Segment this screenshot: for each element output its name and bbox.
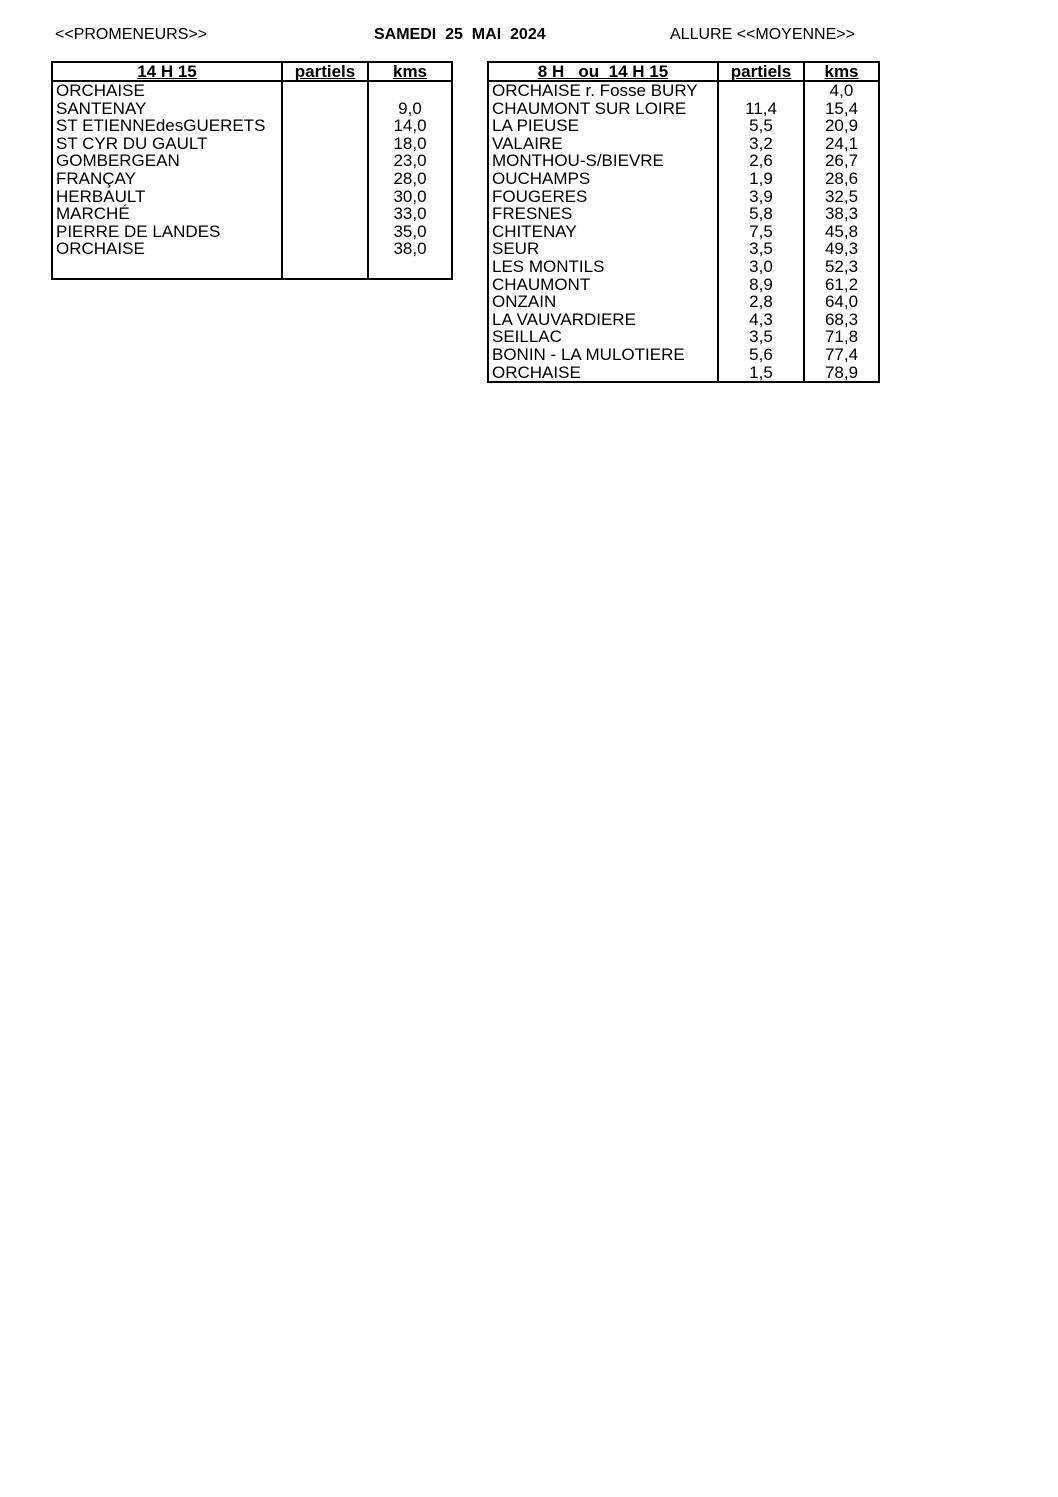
partial-cell — [282, 100, 368, 118]
partial-cell: 3,2 — [718, 135, 804, 153]
table-row — [488, 364, 879, 383]
pace-label: ALLURE <<MOYENNE>> — [670, 26, 855, 43]
place-cell: FOUGERES — [488, 188, 718, 206]
partial-cell — [282, 152, 368, 170]
kms-cell: 4,0 — [804, 81, 879, 100]
kms-cell: 52,3 — [804, 258, 879, 276]
place-cell: PIERRE DE LANDES — [52, 223, 282, 241]
kms-cell: 28,6 — [804, 170, 879, 188]
empty-cell — [52, 258, 282, 279]
place-cell: LES MONTILS — [488, 258, 718, 276]
table-row — [52, 240, 452, 258]
partial-cell — [282, 188, 368, 206]
table-row — [52, 205, 452, 223]
table-row — [488, 240, 879, 258]
table-row — [52, 100, 452, 118]
table-spacer-row — [52, 258, 452, 279]
table-row — [488, 223, 879, 241]
place-cell: GOMBERGEAN — [52, 152, 282, 170]
kms-cell — [368, 81, 452, 100]
place-cell: ONZAIN — [488, 293, 718, 311]
table-row — [488, 276, 879, 294]
kms-cell: 71,8 — [804, 328, 879, 346]
partial-cell — [282, 240, 368, 258]
partial-cell: 4,3 — [718, 311, 804, 329]
partial-cell — [718, 81, 804, 100]
table-row — [488, 328, 879, 346]
partial-cell — [282, 223, 368, 241]
kms-header: kms — [368, 62, 452, 81]
kms-cell: 78,9 — [804, 364, 879, 383]
partial-cell: 3,5 — [718, 240, 804, 258]
partial-cell: 2,6 — [718, 152, 804, 170]
place-cell: BONIN - LA MULOTIERE — [488, 346, 718, 364]
kms-cell: 26,7 — [804, 152, 879, 170]
partial-cell — [282, 205, 368, 223]
place-cell: FRANÇAY — [52, 170, 282, 188]
partial-cell: 3,5 — [718, 328, 804, 346]
table-row — [488, 152, 879, 170]
table-row — [52, 117, 452, 135]
place-cell: FRESNES — [488, 205, 718, 223]
partial-cell: 5,5 — [718, 117, 804, 135]
partial-cell: 1,9 — [718, 170, 804, 188]
partial-cell: 7,5 — [718, 223, 804, 241]
partial-cell: 11,4 — [718, 100, 804, 118]
kms-cell: 49,3 — [804, 240, 879, 258]
table-header-row — [488, 62, 879, 81]
table-row — [52, 223, 452, 241]
place-cell: HERBAULT — [52, 188, 282, 206]
table-row — [52, 170, 452, 188]
kms-cell: 20,9 — [804, 117, 879, 135]
table-row — [488, 81, 879, 100]
kms-cell: 24,1 — [804, 135, 879, 153]
kms-cell: 35,0 — [368, 223, 452, 241]
kms-cell: 28,0 — [368, 170, 452, 188]
kms-cell: 38,3 — [804, 205, 879, 223]
place-cell: SEILLAC — [488, 328, 718, 346]
table-row — [488, 100, 879, 118]
table-row — [488, 293, 879, 311]
start-time-header: 14 H 15 — [52, 62, 282, 81]
place-cell: ORCHAISE r. Fosse BURY — [488, 81, 718, 100]
place-cell: CHAUMONT SUR LOIRE — [488, 100, 718, 118]
place-cell: LA PIEUSE — [488, 117, 718, 135]
kms-cell: 64,0 — [804, 293, 879, 311]
table-row — [52, 81, 452, 100]
partial-cell: 5,8 — [718, 205, 804, 223]
kms-header: kms — [804, 62, 879, 81]
kms-cell: 38,0 — [368, 240, 452, 258]
empty-cell — [368, 258, 452, 279]
partial-header: partiels — [282, 62, 368, 81]
table-row — [488, 188, 879, 206]
table-header-row — [52, 62, 452, 81]
partial-cell — [282, 135, 368, 153]
kms-cell: 9,0 — [368, 100, 452, 118]
place-cell: ORCHAISE — [488, 364, 718, 383]
place-cell: CHAUMONT — [488, 276, 718, 294]
start-time-header: 8 H ou 14 H 15 — [488, 62, 718, 81]
partial-cell: 8,9 — [718, 276, 804, 294]
partial-cell: 3,0 — [718, 258, 804, 276]
kms-cell: 32,5 — [804, 188, 879, 206]
place-cell: SEUR — [488, 240, 718, 258]
kms-cell: 15,4 — [804, 100, 879, 118]
partial-cell: 1,5 — [718, 364, 804, 383]
table-row — [488, 258, 879, 276]
place-cell: ST ETIENNEdesGUERETS — [52, 117, 282, 135]
place-cell: CHITENAY — [488, 223, 718, 241]
kms-cell: 23,0 — [368, 152, 452, 170]
place-cell: VALAIRE — [488, 135, 718, 153]
partial-cell — [282, 170, 368, 188]
kms-cell: 18,0 — [368, 135, 452, 153]
kms-cell: 61,2 — [804, 276, 879, 294]
table-row — [488, 135, 879, 153]
empty-cell — [282, 258, 368, 279]
place-cell: OUCHAMPS — [488, 170, 718, 188]
event-date: SAMEDI 25 MAI 2024 — [374, 26, 546, 43]
partial-cell: 2,8 — [718, 293, 804, 311]
table-row — [488, 117, 879, 135]
partial-cell — [282, 81, 368, 100]
place-cell: LA VAUVARDIERE — [488, 311, 718, 329]
place-cell: MARCHÉ — [52, 205, 282, 223]
kms-cell: 68,3 — [804, 311, 879, 329]
table-row — [488, 311, 879, 329]
place-cell: ORCHAISE — [52, 81, 282, 100]
table-row — [488, 170, 879, 188]
kms-cell: 30,0 — [368, 188, 452, 206]
table-row — [488, 346, 879, 364]
short-route-table — [51, 61, 453, 280]
group-title: <<PROMENEURS>> — [55, 26, 208, 43]
long-route-table — [487, 61, 880, 383]
kms-cell: 77,4 — [804, 346, 879, 364]
table-row — [52, 135, 452, 153]
place-cell: MONTHOU-S/BIEVRE — [488, 152, 718, 170]
place-cell: SANTENAY — [52, 100, 282, 118]
table-row — [52, 188, 452, 206]
table-row — [52, 152, 452, 170]
kms-cell: 33,0 — [368, 205, 452, 223]
partial-header: partiels — [718, 62, 804, 81]
table-row — [488, 205, 879, 223]
kms-cell: 14,0 — [368, 117, 452, 135]
partial-cell: 3,9 — [718, 188, 804, 206]
place-cell: ST CYR DU GAULT — [52, 135, 282, 153]
partial-cell: 5,6 — [718, 346, 804, 364]
kms-cell: 45,8 — [804, 223, 879, 241]
partial-cell — [282, 117, 368, 135]
place-cell: ORCHAISE — [52, 240, 282, 258]
